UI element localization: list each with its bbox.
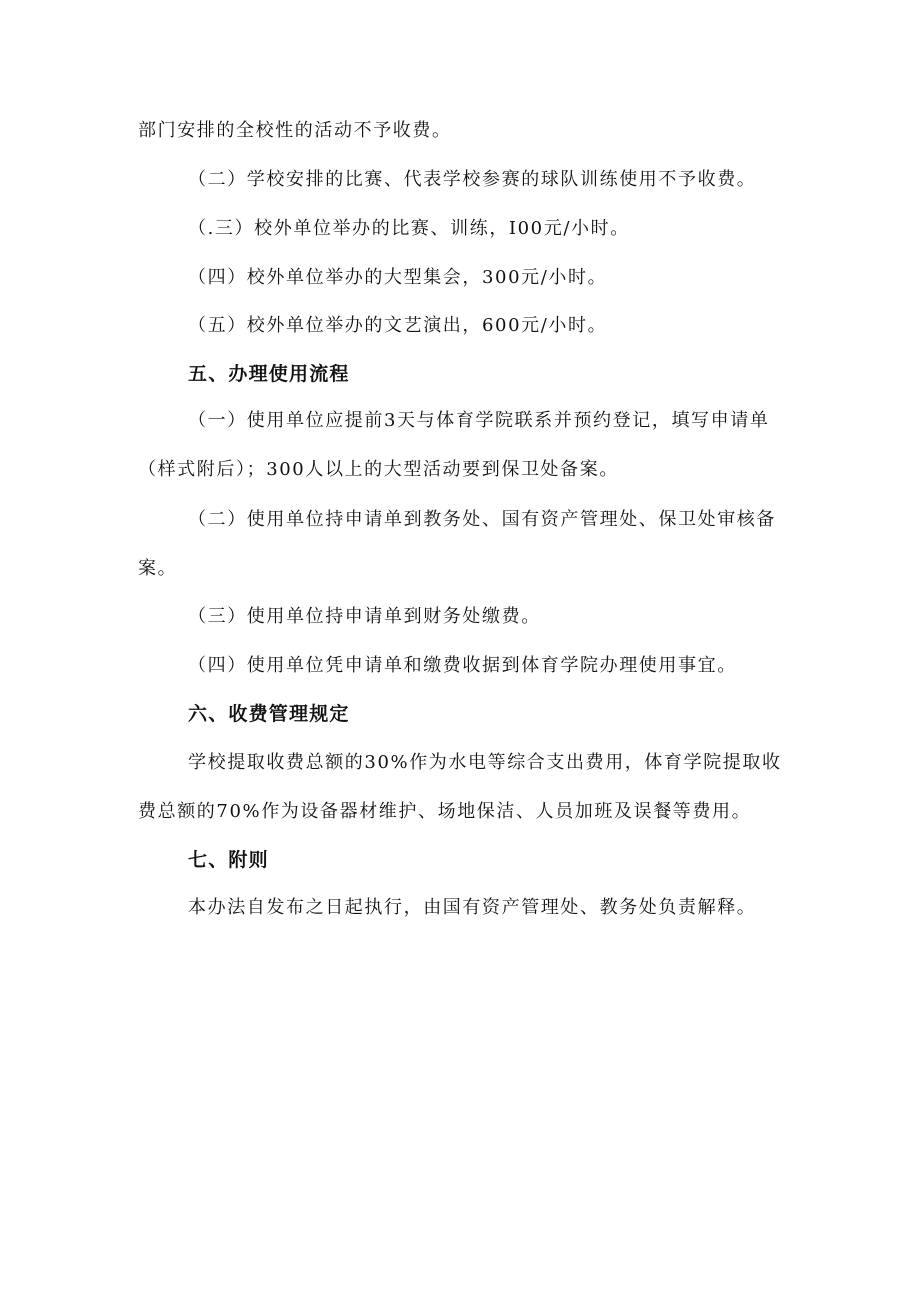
fee-item-2: （二）学校安排的比赛、代表学校参赛的球队训练使用不予收费。 — [188, 169, 757, 190]
procedure-3: （三）使用单位持申请单到财务处缴费。 — [188, 606, 541, 627]
section-7-heading: 七、附则 — [188, 849, 269, 871]
procedure-1-line-1: （一）使用单位应提前3天与体育学院联系并预约登记，填写申请单 — [188, 410, 770, 431]
section-6-heading: 六、收费管理规定 — [188, 703, 350, 725]
procedure-1-line-2: （样式附后）；300人以上的大型活动要到保卫处备案。 — [138, 459, 619, 480]
fee-item-5: （五）校外单位举办的文艺演出，600元/小时。 — [188, 315, 608, 336]
fee-item-4: （四）校外单位举办的大型集会，300元/小时。 — [188, 267, 608, 288]
fee-management-line-2: 费总额的70%作为设备器材维护、场地保洁、人员加班及误餐等费用。 — [138, 801, 752, 822]
fee-management-line-1: 学校提取收费总额的30%作为水电等综合支出费用，体育学院提取收 — [188, 752, 782, 773]
supplementary-provision: 本办法自发布之日起执行，由国有资产管理处、教务处负责解释。 — [188, 897, 757, 918]
fee-exemption-continuation: 部门安排的全校性的活动不予收费。 — [138, 120, 452, 141]
procedure-2-line-2: 案。 — [138, 558, 178, 579]
fee-item-3: （.三）校外单位举办的比赛、训练，I00元/小时。 — [188, 218, 630, 239]
section-5-heading: 五、办理使用流程 — [188, 363, 350, 385]
procedure-4: （四）使用单位凭申请单和缴费收据到体育学院办理使用事宜。 — [188, 655, 737, 676]
procedure-2-line-1: （二）使用单位持申请单到教务处、国有资产管理处、保卫处审核备 — [188, 509, 776, 530]
